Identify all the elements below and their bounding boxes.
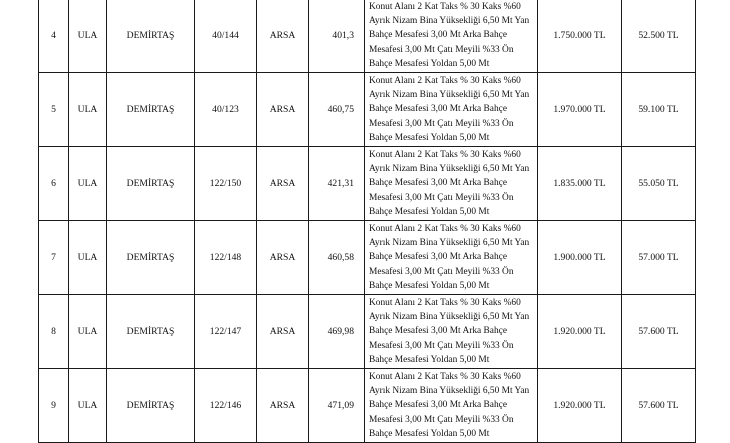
neighborhood-cell: DEMİRTAŞ	[107, 147, 195, 221]
description-line: Ayrık Nizam Bina Yüksekliği 6,50 Mt Yan	[369, 238, 530, 249]
description-line: Konut Alanı 2 Kat Taks % 30 Kaks %60	[369, 76, 521, 87]
row-number: 5	[39, 73, 69, 147]
row-number: 8	[39, 295, 69, 369]
row-number: 7	[39, 221, 69, 295]
district-cell: ULA	[69, 295, 107, 369]
area-cell: 469,98	[309, 295, 365, 369]
zoning-description-cell	[365, 369, 538, 443]
block-parcel-cell: 122/150	[195, 147, 257, 221]
description-line: Bahçe Mesafesi Yoldan 5,00 Mt	[369, 58, 490, 69]
table-row	[39, 147, 696, 221]
description-line: Bahçe Mesafesi Yoldan 5,00 Mt	[369, 354, 490, 365]
district-cell: ULA	[69, 369, 107, 443]
area-cell: 471,09	[309, 369, 365, 443]
deposit-cell: 57.600 TL	[622, 369, 696, 443]
block-parcel-cell: 122/146	[195, 369, 257, 443]
description-line: Ayrık Nizam Bina Yüksekliği 6,50 Mt Yan	[369, 164, 530, 175]
description-line: Mesafesi 3,00 Mt Çatı Meyili %33 Ön	[369, 340, 514, 351]
zoning-description-cell	[365, 73, 538, 147]
price-cell: 1.920.000 TL	[538, 369, 622, 443]
zoning-description-cell	[365, 221, 538, 295]
zoning-description-cell	[365, 147, 538, 221]
row-number: 6	[39, 147, 69, 221]
description-line: Bahçe Mesafesi 3,00 Mt Arka Bahçe	[369, 252, 507, 263]
block-parcel-cell: 122/147	[195, 295, 257, 369]
description-line: Konut Alanı 2 Kat Taks % 30 Kaks %60	[369, 372, 521, 383]
table-row	[39, 73, 696, 147]
property-type-cell: ARSA	[257, 73, 309, 147]
neighborhood-cell: DEMİRTAŞ	[107, 0, 195, 73]
description-line: Konut Alanı 2 Kat Taks % 30 Kaks %60	[369, 224, 521, 235]
property-type-cell: ARSA	[257, 221, 309, 295]
block-parcel-cell: 40/144	[195, 0, 257, 73]
description-line: Mesafesi 3,00 Mt Çatı Meyili %33 Ön	[369, 266, 514, 277]
description-line: Mesafesi 3,00 Mt Çatı Meyili %33 Ön	[369, 192, 514, 203]
description-line: Mesafesi 3,00 Mt Çatı Meyili %33 Ön	[369, 414, 514, 425]
description-line: Bahçe Mesafesi Yoldan 5,00 Mt	[369, 280, 490, 291]
description-line: Ayrık Nizam Bina Yüksekliği 6,50 Mt Yan	[369, 312, 530, 323]
description-line: Bahçe Mesafesi 3,00 Mt Arka Bahçe	[369, 400, 507, 411]
zoning-description-cell	[365, 295, 538, 369]
zoning-description-cell	[365, 0, 538, 73]
district-cell: ULA	[69, 73, 107, 147]
description-line: Konut Alanı 2 Kat Taks % 30 Kaks %60	[369, 298, 521, 309]
area-cell: 460,75	[309, 73, 365, 147]
price-cell: 1.900.000 TL	[538, 221, 622, 295]
price-cell: 1.835.000 TL	[538, 147, 622, 221]
block-parcel-cell: 40/123	[195, 73, 257, 147]
district-cell: ULA	[69, 147, 107, 221]
description-line: Konut Alanı 2 Kat Taks % 30 Kaks %60	[369, 150, 521, 161]
description-line: Ayrık Nizam Bina Yüksekliği 6,50 Mt Yan	[369, 90, 530, 101]
deposit-cell: 55.050 TL	[622, 147, 696, 221]
property-type-cell: ARSA	[257, 295, 309, 369]
neighborhood-cell: DEMİRTAŞ	[107, 295, 195, 369]
table-row	[39, 0, 696, 73]
price-cell: 1.920.000 TL	[538, 295, 622, 369]
description-line: Bahçe Mesafesi Yoldan 5,00 Mt	[369, 132, 490, 143]
price-cell: 1.750.000 TL	[538, 0, 622, 73]
neighborhood-cell: DEMİRTAŞ	[107, 73, 195, 147]
property-type-cell: ARSA	[257, 147, 309, 221]
area-cell: 401,3	[309, 0, 365, 73]
deposit-cell: 57.600 TL	[622, 295, 696, 369]
description-line: Bahçe Mesafesi Yoldan 5,00 Mt	[369, 206, 490, 217]
description-line: Bahçe Mesafesi 3,00 Mt Arka Bahçe	[369, 104, 507, 115]
property-listing-table	[38, 0, 696, 443]
deposit-cell: 52.500 TL	[622, 0, 696, 73]
row-number: 4	[39, 0, 69, 73]
price-cell: 1.970.000 TL	[538, 73, 622, 147]
description-line: Bahçe Mesafesi 3,00 Mt Arka Bahçe	[369, 178, 507, 189]
description-line: Bahçe Mesafesi Yoldan 5,00 Mt	[369, 428, 490, 439]
description-line: Ayrık Nizam Bina Yüksekliği 6,50 Mt Yan	[369, 386, 530, 397]
description-line: Mesafesi 3,00 Mt Çatı Meyili %33 Ön	[369, 44, 514, 55]
neighborhood-cell: DEMİRTAŞ	[107, 369, 195, 443]
table-row	[39, 221, 696, 295]
table-row	[39, 295, 696, 369]
property-type-cell: ARSA	[257, 369, 309, 443]
table-body	[39, 0, 696, 443]
deposit-cell: 59.100 TL	[622, 73, 696, 147]
neighborhood-cell: DEMİRTAŞ	[107, 221, 195, 295]
description-line: Mesafesi 3,00 Mt Çatı Meyili %33 Ön	[369, 118, 514, 129]
block-parcel-cell: 122/148	[195, 221, 257, 295]
area-cell: 421,31	[309, 147, 365, 221]
deposit-cell: 57.000 TL	[622, 221, 696, 295]
table-row	[39, 369, 696, 443]
district-cell: ULA	[69, 221, 107, 295]
description-line: Konut Alanı 2 Kat Taks % 30 Kaks %60	[369, 2, 521, 12]
description-line: Bahçe Mesafesi 3,00 Mt Arka Bahçe	[369, 326, 507, 337]
row-number: 9	[39, 369, 69, 443]
property-type-cell: ARSA	[257, 0, 309, 73]
description-line: Bahçe Mesafesi 3,00 Mt Arka Bahçe	[369, 30, 507, 41]
description-line: Ayrık Nizam Bina Yüksekliği 6,50 Mt Yan	[369, 16, 530, 27]
area-cell: 460,58	[309, 221, 365, 295]
district-cell: ULA	[69, 0, 107, 73]
